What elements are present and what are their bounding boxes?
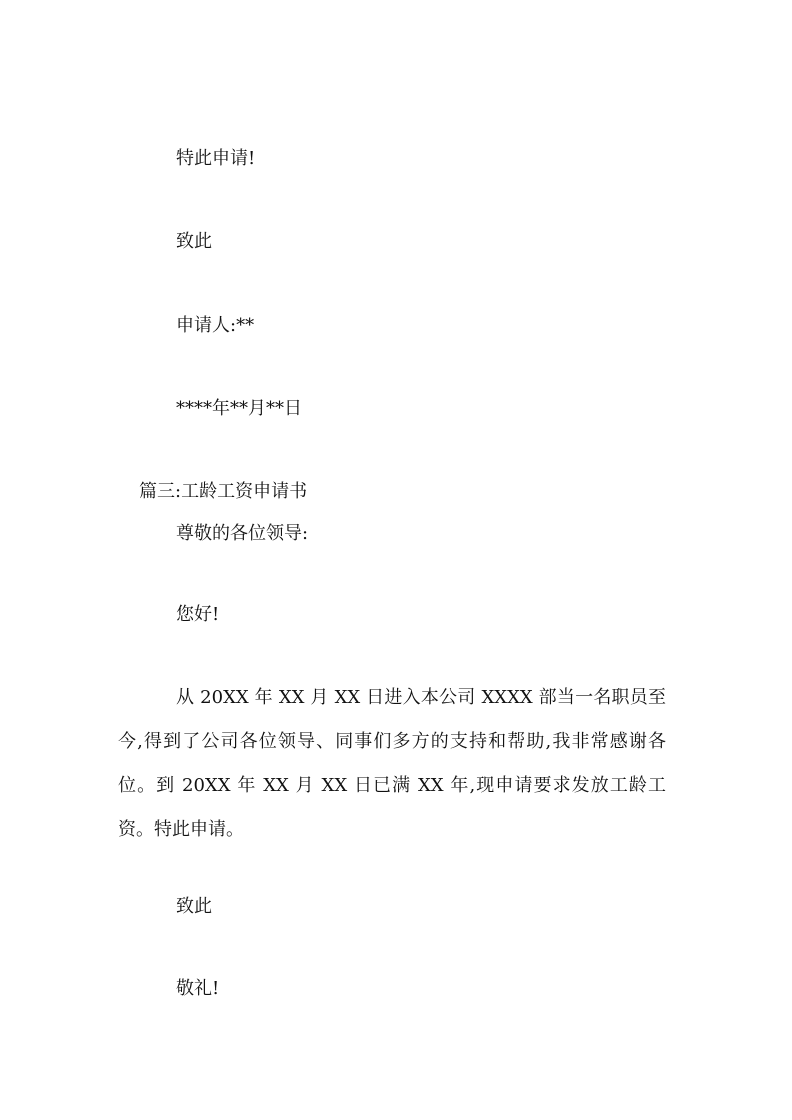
body-paragraph: 从 20XX 年 XX 月 XX 日进入本公司 XXXX 部当一名职员至今,得到了公司各位领导、同事们多方的支持和帮助,我非常感谢各位。到 20XX 年 XX 月 XX 日已满 XX 年,现申请要求发放工龄工资。特此申请。 <box>118 687 666 840</box>
hello-line: 您好! <box>176 604 220 625</box>
date-line: ****年**月**日 <box>176 398 302 419</box>
applicant-line: 申请人:** <box>176 315 255 336</box>
closing-request-text: 特此申请! <box>176 148 256 169</box>
salutation-text-2: 致此 <box>176 896 212 917</box>
section-title: 篇三:工龄工资申请书 <box>139 481 308 502</box>
salutation-text: 致此 <box>176 231 212 252</box>
regards-line: 敬礼! <box>176 978 220 999</box>
greeting-line: 尊敬的各位领导: <box>176 523 309 544</box>
